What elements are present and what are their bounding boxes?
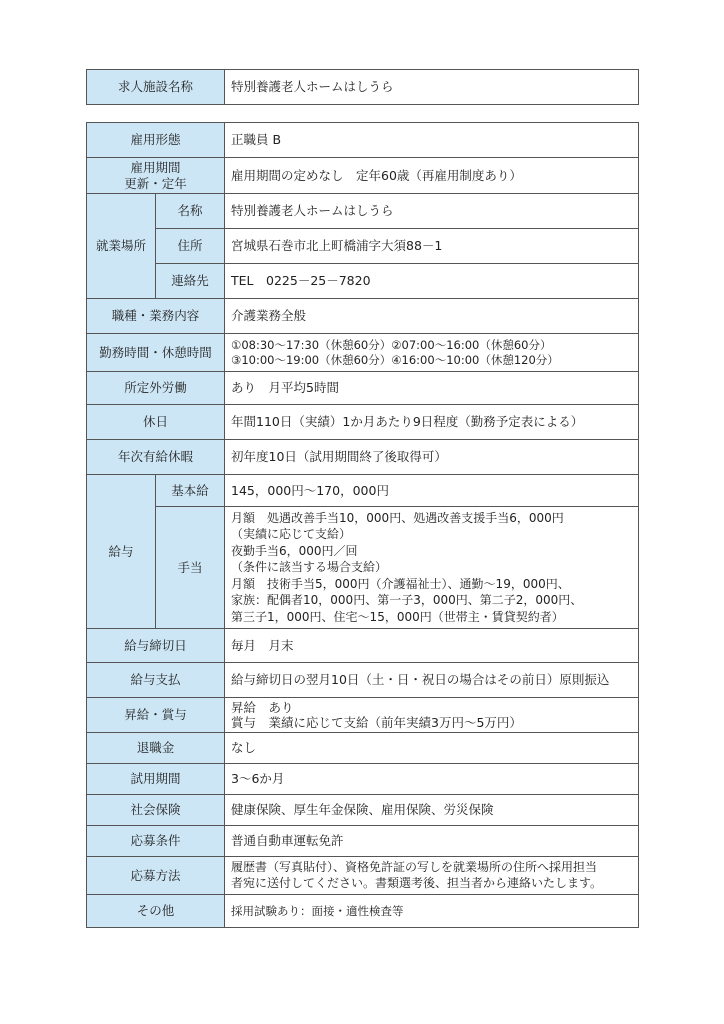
workplace-contact-value: TEL 0225－25－7820 [225,264,639,299]
workplace-name-label: 名称 [156,194,225,229]
insurance-label: 社会保険 [87,795,225,826]
job-details-table [86,122,639,928]
row-salary-base [87,475,639,507]
row-holidays [87,405,639,440]
employment-type-value: 正職員 B [225,123,639,158]
period-label: 雇用期間 更新・定年 [87,158,225,194]
job-value: 介護業務全般 [225,299,639,334]
workplace-address-label: 住所 [156,229,225,264]
closing-value: 毎月 月末 [225,629,639,663]
payment-value: 給与締切日の翌月10日（土・日・祝日の場合はその前日）原則振込 [225,663,639,698]
row-trial [87,764,639,795]
holidays-label: 休日 [87,405,225,440]
row-requirements [87,826,639,857]
workplace-contact-label: 連絡先 [156,264,225,299]
employment-type-label: 雇用形態 [87,123,225,158]
retirement-label: 退職金 [87,733,225,764]
facility-value: 特別養護老人ホームはしうら [225,70,639,105]
salary-allowance-value: 月額 処遇改善手当10，000円、処遇改善支援手当6，000円 （実績に応じて支給） 夜勤手当6，000円／回 （条件に該当する場合支給） 月額 技術手当5，000円（介護福祉士）、通勤～19，000円、 家族：配偶者10，000円、第一子3，000円、第二子2，000円、 第三子1，000円、住宅～15，000円（世帯主・賃貸契約者） [225,507,639,629]
salary-base-value: 145，000円～170，000円 [225,475,639,507]
row-workplace-address [87,229,639,264]
payment-label: 給与支払 [87,663,225,698]
requirements-value: 普通自動車運転免許 [225,826,639,857]
period-value: 雇用期間の定めなし 定年60歳（再雇用制度あり） [225,158,639,194]
row-retirement [87,733,639,764]
facility-table [86,69,639,105]
row-paid-leave [87,440,639,475]
facility-row [87,70,639,105]
other-label: その他 [87,895,225,928]
salary-label: 給与 [87,475,156,629]
hours-label: 勤務時間・休憩時間 [87,334,225,372]
row-other [87,895,639,928]
row-closing [87,629,639,663]
apply-label: 応募方法 [87,857,225,895]
workplace-label: 就業場所 [87,194,156,299]
holidays-value: 年間110日（実績）1か月あたり9日程度（勤務予定表による） [225,405,639,440]
row-workplace-contact [87,264,639,299]
workplace-name-value: 特別養護老人ホームはしうら [225,194,639,229]
row-insurance [87,795,639,826]
row-job [87,299,639,334]
overtime-value: あり 月平均5時間 [225,372,639,405]
trial-label: 試用期間 [87,764,225,795]
row-workplace-name [87,194,639,229]
row-period [87,158,639,194]
row-overtime [87,372,639,405]
hours-value: ①08:30～17:30（休憩60分）②07:00～16:00（休憩60分） ③10:00～19:00（休憩60分）④16:00～10:00（休憩120分） [225,334,639,372]
insurance-value: 健康保険、厚生年金保険、雇用保険、労災保険 [225,795,639,826]
row-raise [87,698,639,733]
raise-label: 昇給・賞与 [87,698,225,733]
raise-value: 昇給 あり 賞与 業績に応じて支給（前年実績3万円～5万円） [225,698,639,733]
overtime-label: 所定外労働 [87,372,225,405]
requirements-label: 応募条件 [87,826,225,857]
retirement-value: なし [225,733,639,764]
salary-allowance-label: 手当 [156,507,225,629]
workplace-address-value: 宮城県石巻市北上町橋浦字大須88－1 [225,229,639,264]
other-value: 採用試験あり：面接・適性検査等 [225,895,639,928]
row-salary-allowance [87,507,639,629]
job-label: 職種・業務内容 [87,299,225,334]
trial-value: 3～6か月 [225,764,639,795]
salary-base-label: 基本給 [156,475,225,507]
apply-value: 履歴書（写真貼付）、資格免許証の写しを就業場所の住所へ採用担当 者宛に送付してください。書類選考後、担当者から連絡いたします。 [225,857,639,895]
row-payment [87,663,639,698]
paid-leave-value: 初年度10日（試用期間終了後取得可） [225,440,639,475]
row-hours [87,334,639,372]
facility-label: 求人施設名称 [87,70,225,105]
row-apply [87,857,639,895]
row-employment-type [87,123,639,158]
closing-label: 給与締切日 [87,629,225,663]
paid-leave-label: 年次有給休暇 [87,440,225,475]
